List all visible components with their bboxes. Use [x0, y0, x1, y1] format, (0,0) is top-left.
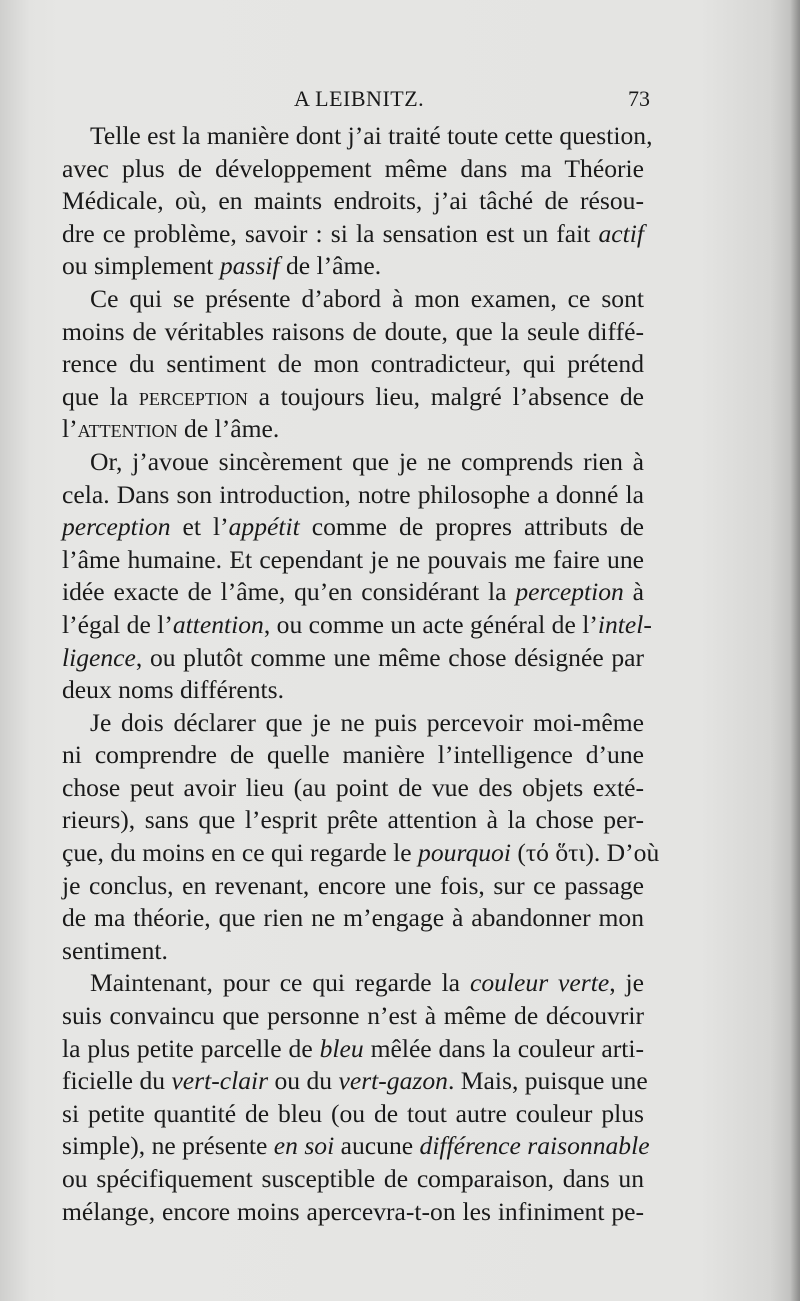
text-line: ni comprendre de quelle manière l’intelligence d’une	[62, 740, 644, 770]
text-line: ou spécifiquement susceptible de comparaison, dans un	[62, 1164, 644, 1193]
text-line: Or, j’avoue sincèrement que je ne comprends rien à	[90, 446, 644, 476]
text-line: idée exacte de l’âme, qu’en considérant la perception à	[62, 577, 645, 607]
text-line: mélange, encore moins apercevra-t-on les infiniment pe-	[62, 1196, 644, 1226]
paragraph-3	[62, 446, 652, 707]
text-line: l’attention de l’âme.	[62, 414, 280, 444]
text-line: de ma théorie, que rien ne m’engage à abandonner mon	[62, 903, 644, 933]
paragraph-1	[62, 120, 653, 283]
text-line: Telle est la manière dont j’ai traité toute cette question,	[90, 121, 653, 150]
text-line: avec plus de développement même dans ma Théorie	[62, 153, 644, 183]
text-line: cela. Dans son introduction, notre philosophe a donné la	[62, 479, 644, 509]
text-line: la plus petite parcelle de bleu mêlée dans la couleur arti-	[62, 1033, 644, 1063]
text-line: sentiment.	[62, 935, 168, 965]
paragraph-2	[62, 283, 644, 446]
text-line: moins de véritables raisons de doute, que la seule diffé-	[62, 316, 644, 346]
text-line: deux noms différents.	[62, 675, 285, 705]
text-line: ficielle du vert-clair ou du vert-gazon. Mais, puisque une	[62, 1066, 648, 1096]
text-line: ligence, ou plutôt comme une même chose désignée par	[62, 642, 644, 672]
body-text	[62, 120, 660, 1228]
page-number: 73	[628, 86, 650, 111]
text-line: rence du sentiment de mon contradicteur, qui prétend	[62, 349, 644, 379]
text-line: si petite quantité de bleu (ou de tout autre couleur plus	[62, 1098, 644, 1128]
text-line: dre ce problème, savoir : si la sensation est un fait actif	[62, 218, 644, 248]
text-line: Médicale, où, en maints endroits, j’ai tâché de résou-	[62, 186, 644, 216]
text-line: rieurs), sans que l’esprit prête attention à la chose per-	[62, 805, 644, 835]
page-edge-shadow	[790, 0, 800, 1301]
text-line: suis convaincu que personne n’est à même de découvrir	[62, 1001, 644, 1031]
text-line: Maintenant, pour ce qui regarde la couleur verte, je	[90, 968, 644, 998]
running-head	[60, 86, 650, 116]
paragraph-4	[62, 707, 660, 968]
text-line: que la perception a toujours lieu, malgré l’absence de	[62, 381, 644, 411]
text-line: l’égal de l’attention, ou comme un acte général de l’intel-	[62, 609, 652, 639]
text-line: l’âme humaine. Et cependant je ne pouvais me faire une	[62, 544, 644, 574]
text-line: simple), ne présente en soi aucune différence raisonnable	[62, 1131, 650, 1161]
text-line: Ce qui se présente d’abord à mon examen, ce sont	[90, 283, 644, 313]
text-line: je conclus, en revenant, encore une fois, sur ce passage	[62, 870, 644, 900]
text-line: ou simplement passif de l’âme.	[62, 251, 382, 281]
text-line: perception et l’appétit comme de propres attributs de	[62, 512, 644, 542]
text-line: chose peut avoir lieu (au point de vue des objets exté-	[62, 772, 644, 802]
paragraph-5	[62, 967, 650, 1228]
text-line: çue, du moins en ce qui regarde le pourquoi (τό ὅτι). D’où	[62, 838, 660, 868]
text-line: Je dois déclarer que je ne puis percevoir moi-même	[90, 707, 644, 737]
running-title: A LEIBNITZ.	[294, 86, 425, 111]
